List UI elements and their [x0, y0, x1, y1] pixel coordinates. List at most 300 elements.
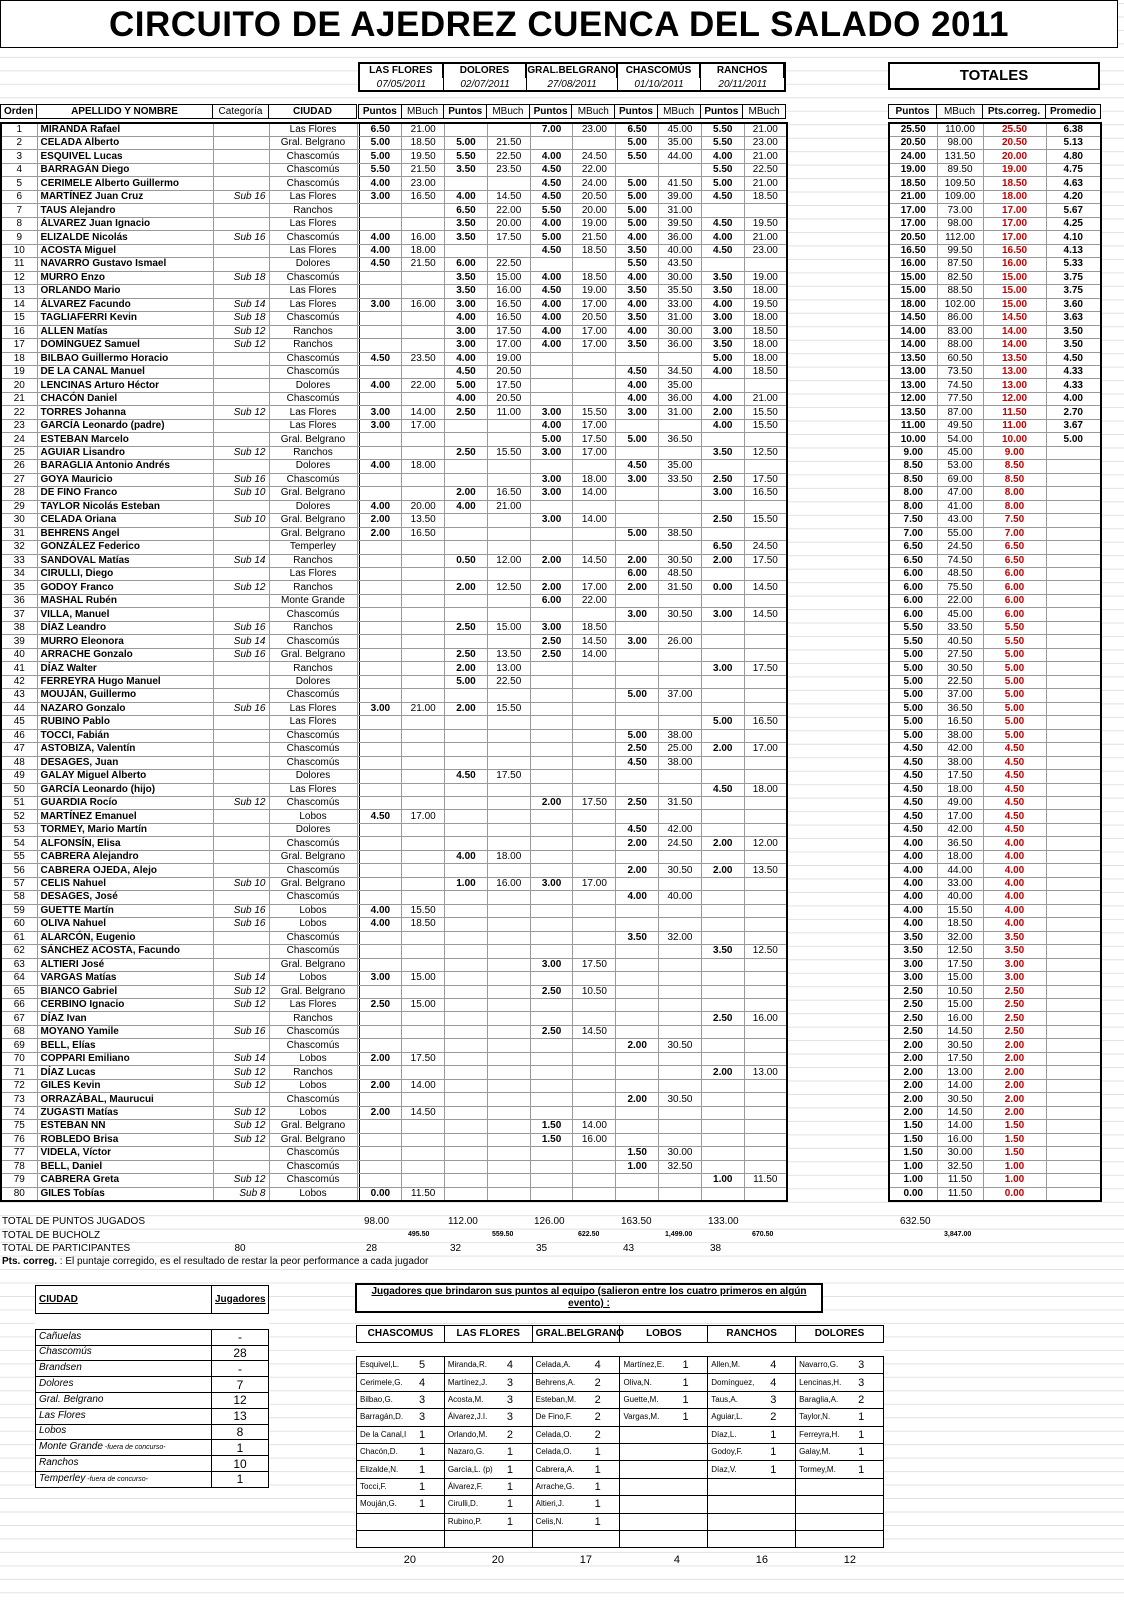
team-player-name	[796, 1496, 840, 1513]
team-player-name: Celis,N.	[532, 1513, 576, 1530]
event-mbuch: 26.00	[659, 635, 702, 648]
event-puntos: 3.50	[445, 231, 488, 244]
promedio	[1046, 904, 1101, 917]
event-mbuch	[487, 823, 530, 836]
team-player-count	[839, 1530, 883, 1547]
ciudad: Gral. Belgrano	[269, 433, 357, 446]
team-name: DOLORES	[796, 1326, 884, 1343]
ciudad: Chascomús	[269, 945, 357, 958]
event-puntos	[701, 500, 744, 513]
totals-row	[889, 123, 1101, 137]
team-player-name	[620, 1461, 664, 1478]
event-puntos: 2.00	[530, 554, 573, 567]
note-label: Pts. correg.	[2, 1256, 58, 1267]
event-puntos: 4.00	[359, 177, 402, 190]
event-mbuch	[659, 1066, 702, 1079]
event-mbuch: 22.00	[573, 163, 616, 176]
categoria	[213, 433, 269, 446]
categoria	[213, 891, 269, 904]
team-player-name	[620, 1513, 664, 1530]
teams-header-row	[357, 1326, 884, 1343]
table-row	[1, 648, 787, 661]
totals-row	[889, 743, 1101, 756]
totals-row	[889, 770, 1101, 783]
event-puntos: 3.50	[701, 945, 744, 958]
event-3	[618, 64, 702, 90]
event-puntos	[616, 1012, 659, 1025]
city-count: 7	[212, 1377, 269, 1393]
pts-corregidos: 4.00	[983, 918, 1046, 931]
event-mbuch	[573, 891, 616, 904]
event-mbuch: 33.00	[659, 298, 702, 311]
event-puntos	[530, 392, 573, 405]
header-promedio: Promedio	[1046, 105, 1101, 119]
table-row	[1, 1079, 787, 1092]
event-mbuch: 36.00	[659, 392, 702, 405]
categoria	[213, 460, 269, 473]
player-name: FERREYRA Hugo Manuel	[37, 675, 213, 688]
team-player-count: 1	[839, 1461, 883, 1478]
event-puntos: 2.50	[359, 999, 402, 1012]
total-mbuch: 109.50	[937, 177, 983, 190]
categoria: Sub 12	[213, 985, 269, 998]
categoria	[213, 945, 269, 958]
promedio	[1046, 527, 1101, 540]
total-puntos: 2.00	[889, 1066, 937, 1079]
ciudad: Dolores	[269, 823, 357, 836]
event-puntos	[616, 985, 659, 998]
event-puntos	[359, 446, 402, 459]
event-mbuch: 18.50	[573, 271, 616, 284]
event-puntos	[616, 945, 659, 958]
event-mbuch	[744, 527, 787, 540]
event-puntos	[530, 365, 573, 378]
event-mbuch: 19.00	[573, 217, 616, 230]
event-puntos	[445, 729, 488, 742]
event-mbuch	[573, 702, 616, 715]
header-mbuch: MBuch	[743, 105, 786, 119]
total-puntos: 4.50	[889, 783, 937, 796]
total-mbuch: 38.00	[937, 729, 983, 742]
pts-corregidos: 6.00	[983, 608, 1046, 621]
event-puntos	[701, 1120, 744, 1133]
event-mbuch: 30.50	[659, 554, 702, 567]
event-mbuch	[659, 1025, 702, 1038]
orden: 66	[1, 999, 37, 1012]
pts-corregidos: 25.50	[983, 123, 1046, 137]
header-puntos: Puntos	[359, 105, 402, 119]
team-player-count	[664, 1496, 708, 1513]
city-label: Brandsen	[39, 1362, 82, 1374]
player-name: DE LA CANAL Manuel	[37, 365, 213, 378]
table-row	[1, 177, 787, 190]
event-mbuch	[402, 1039, 445, 1052]
event-puntos: 5.50	[616, 258, 659, 271]
event-mbuch	[744, 823, 787, 836]
event-mbuch	[402, 770, 445, 783]
total-mbuch: 30.00	[937, 1147, 983, 1160]
promedio: 4.63	[1046, 177, 1101, 190]
pts-corregidos: 1.50	[983, 1147, 1046, 1160]
event-puntos: 5.00	[616, 217, 659, 230]
event-mbuch: 17.50	[573, 796, 616, 809]
team-total: 4	[673, 1554, 680, 1566]
ciudad: Ranchos	[269, 1066, 357, 1079]
event-mbuch	[487, 716, 530, 729]
team-player-name	[620, 1443, 664, 1460]
categoria	[213, 850, 269, 863]
event-puntos	[359, 554, 402, 567]
table-row	[1, 244, 787, 257]
team-player-name: Tocci,F.	[357, 1478, 401, 1495]
totals-title: TOTALES	[888, 62, 1100, 90]
pts-corregidos: 11.00	[983, 419, 1046, 432]
total-mbuch: 74.50	[937, 379, 983, 392]
event-mbuch	[487, 904, 530, 917]
player-name: ZUGASTI Matías	[37, 1106, 213, 1119]
event-puntos: 2.00	[445, 702, 488, 715]
total-participantes-label: TOTAL DE PARTICIPANTES	[2, 1243, 131, 1254]
orden: 77	[1, 1147, 37, 1160]
categoria: Sub 16	[213, 918, 269, 931]
event-mbuch: 15.50	[487, 702, 530, 715]
categoria: Sub 10	[213, 487, 269, 500]
orden: 42	[1, 675, 37, 688]
team-player-count	[664, 1530, 708, 1547]
event-mbuch: 24.50	[744, 541, 787, 554]
categoria	[213, 743, 269, 756]
ciudad: Ranchos	[269, 554, 357, 567]
total-puntos: 7.00	[889, 527, 937, 540]
total-puntos: 13.50	[889, 406, 937, 419]
total-puntos: 13.50	[889, 352, 937, 365]
ciudad: Las Flores	[269, 190, 357, 203]
event-mbuch: 17.50	[487, 325, 530, 338]
orden: 26	[1, 460, 37, 473]
ciudad: Gral. Belgrano	[269, 137, 357, 150]
event-mbuch: 16.00	[402, 231, 445, 244]
event-puntos: 4.50	[530, 163, 573, 176]
event-mbuch	[573, 770, 616, 783]
promedio: 3.75	[1046, 271, 1101, 284]
city-row	[36, 1471, 269, 1487]
city-name	[36, 1456, 212, 1472]
event-mbuch	[744, 379, 787, 392]
table-row	[1, 433, 787, 446]
event-puntos	[701, 985, 744, 998]
ciudad: Lobos	[269, 972, 357, 985]
event-puntos: 2.50	[445, 648, 488, 661]
player-name: BELL, Daniel	[37, 1160, 213, 1173]
orden: 25	[1, 446, 37, 459]
total-mbuch: 16.50	[937, 716, 983, 729]
total-puntos: 4.00	[889, 891, 937, 904]
event-mbuch	[744, 204, 787, 217]
player-name: SANDOVAL Matías	[37, 554, 213, 567]
table-row	[1, 460, 787, 473]
event-mbuch	[744, 568, 787, 581]
event-puntos	[359, 837, 402, 850]
cities-table	[35, 1285, 269, 1488]
player-name: CABRERA OJEDA, Alejo	[37, 864, 213, 877]
player-name: MIRANDA Rafael	[37, 123, 213, 137]
team-player-count	[400, 1513, 444, 1530]
total-puntos: 1.50	[889, 1133, 937, 1146]
player-name: BEHRENS Angel	[37, 527, 213, 540]
event-mbuch	[402, 365, 445, 378]
orden: 74	[1, 1106, 37, 1119]
event-mbuch: 24.50	[659, 837, 702, 850]
player-name: DESAGES, José	[37, 891, 213, 904]
event-mbuch	[402, 325, 445, 338]
totals-row	[889, 1066, 1101, 1079]
total-mbuch: 102.00	[937, 298, 983, 311]
event-mbuch: 17.00	[402, 419, 445, 432]
ciudad: Chascomús	[269, 392, 357, 405]
categoria: Sub 14	[213, 554, 269, 567]
event-puntos: 2.00	[616, 581, 659, 594]
ciudad: Chascomús	[269, 864, 357, 877]
categoria	[213, 150, 269, 163]
total-mbuch: 55.00	[937, 527, 983, 540]
promedio	[1046, 675, 1101, 688]
orden: 51	[1, 796, 37, 809]
event-puntos: 3.00	[530, 473, 573, 486]
event-puntos: 6.50	[445, 204, 488, 217]
event-puntos	[445, 1012, 488, 1025]
event-puntos: 4.00	[701, 231, 744, 244]
team-player-name: Navarro,G.	[796, 1357, 840, 1374]
team-player-name: De Fino,F.	[532, 1409, 576, 1426]
orden: 75	[1, 1120, 37, 1133]
categoria	[213, 716, 269, 729]
categoria: Sub 12	[213, 1174, 269, 1187]
event-puntos	[701, 1039, 744, 1052]
player-name: DOMÍNGUEZ Samuel	[37, 339, 213, 352]
event-puntos	[530, 1174, 573, 1187]
ciudad: Chascomús	[269, 729, 357, 742]
promedio	[1046, 1066, 1101, 1079]
ciudad: Las Flores	[269, 568, 357, 581]
totals-row	[889, 137, 1101, 150]
team-player-name: Martínez,E.	[620, 1357, 664, 1374]
player-name: VILLA, Manuel	[37, 608, 213, 621]
total-puntos: 4.50	[889, 810, 937, 823]
pts-corregidos: 15.00	[983, 271, 1046, 284]
table-row	[1, 702, 787, 715]
header-categoria: Categoría	[213, 105, 269, 119]
event-mbuch: 20.50	[487, 392, 530, 405]
event-puntos: 3.00	[530, 958, 573, 971]
promedio: 6.38	[1046, 123, 1101, 137]
event-puntos	[530, 689, 573, 702]
event-puntos: 3.50	[616, 312, 659, 325]
event-puntos	[359, 864, 402, 877]
standings-table	[0, 122, 788, 1202]
categoria: Sub 16	[213, 904, 269, 917]
totals-row	[889, 891, 1101, 904]
team-name: LAS FLORES	[444, 1326, 532, 1343]
team-player-row	[357, 1496, 884, 1513]
event-puntos: 5.00	[616, 177, 659, 190]
team-player-name: Oliva,N.	[620, 1374, 664, 1391]
event-puntos	[701, 675, 744, 688]
event-puntos: 3.00	[359, 190, 402, 203]
categoria: Sub 16	[213, 190, 269, 203]
event-mbuch	[402, 783, 445, 796]
table-row	[1, 1106, 787, 1119]
totals-row	[889, 285, 1101, 298]
event-puntos: 3.00	[359, 702, 402, 715]
event-puntos: 2.00	[359, 1106, 402, 1119]
orden: 13	[1, 285, 37, 298]
event-mbuch	[402, 796, 445, 809]
event-puntos	[359, 581, 402, 594]
table-row	[1, 796, 787, 809]
team-player-count	[752, 1513, 796, 1530]
team-player-name: Tormey,M.	[796, 1461, 840, 1478]
event-puntos	[701, 702, 744, 715]
team-player-row	[357, 1426, 884, 1443]
event-total-bucholz: 495.50	[408, 1231, 430, 1238]
team-player-count: 1	[839, 1443, 883, 1460]
total-puntos: 5.00	[889, 729, 937, 742]
event-puntos: 5.00	[616, 204, 659, 217]
table-row	[1, 608, 787, 621]
event-mbuch: 35.50	[659, 285, 702, 298]
event-4	[701, 64, 784, 90]
event-2	[527, 64, 617, 90]
total-mbuch: 87.50	[937, 258, 983, 271]
team-player-name: Guette,M.	[620, 1391, 664, 1408]
event-mbuch	[487, 433, 530, 446]
total-puntos: 5.00	[889, 689, 937, 702]
event-mbuch	[487, 123, 530, 137]
total-puntos: 14.50	[889, 312, 937, 325]
event-mbuch: 16.50	[744, 716, 787, 729]
total-mbuch: 47.00	[937, 487, 983, 500]
event-mbuch	[573, 743, 616, 756]
event-puntos	[445, 999, 488, 1012]
orden: 1	[1, 123, 37, 137]
player-name: DÍAZ Leandro	[37, 621, 213, 634]
event-puntos: 4.00	[530, 312, 573, 325]
event-puntos: 2.50	[445, 446, 488, 459]
event-puntos: 4.00	[530, 325, 573, 338]
player-name: GONZÁLEZ Federico	[37, 541, 213, 554]
team-player-count: 1	[400, 1496, 444, 1513]
team-player-row	[357, 1461, 884, 1478]
event-puntos: 4.50	[616, 823, 659, 836]
event-puntos: 2.50	[530, 985, 573, 998]
pts-corregidos: 10.00	[983, 433, 1046, 446]
event-mbuch	[659, 541, 702, 554]
event-mbuch: 15.00	[402, 999, 445, 1012]
ciudad: Las Flores	[269, 702, 357, 715]
event-name: CHASCOMÚS	[618, 64, 701, 78]
total-mbuch: 11.50	[937, 1187, 983, 1201]
player-name: GILES Tobías	[37, 1187, 213, 1201]
event-puntos	[616, 877, 659, 890]
event-mbuch	[573, 662, 616, 675]
team-player-count: 1	[576, 1443, 620, 1460]
total-puntos: 18.50	[889, 177, 937, 190]
table-row	[1, 487, 787, 500]
table-row	[1, 312, 787, 325]
event-mbuch: 17.50	[744, 554, 787, 567]
categoria: Sub 14	[213, 972, 269, 985]
totals-row	[889, 945, 1101, 958]
city-count: 13	[212, 1408, 269, 1424]
total-puntos: 16.50	[889, 244, 937, 257]
event-total-participantes: 35	[536, 1243, 548, 1254]
event-mbuch	[402, 743, 445, 756]
totals-row	[889, 1106, 1101, 1119]
total-puntos: 8.50	[889, 473, 937, 486]
event-puntos	[616, 1025, 659, 1038]
header-orden: Orden	[1, 105, 37, 119]
event-puntos	[359, 635, 402, 648]
promedio: 3.50	[1046, 325, 1101, 338]
event-mbuch: 12.50	[744, 945, 787, 958]
table-row	[1, 958, 787, 971]
ciudad: Lobos	[269, 918, 357, 931]
categoria: Sub 12	[213, 1133, 269, 1146]
total-puntos: 4.50	[889, 770, 937, 783]
event-puntos	[445, 796, 488, 809]
event-puntos	[359, 985, 402, 998]
pts-corregidos: 12.00	[983, 392, 1046, 405]
orden: 14	[1, 298, 37, 311]
totals-row	[889, 1025, 1101, 1038]
event-date: 02/07/2011	[460, 79, 510, 90]
event-puntos	[445, 594, 488, 607]
player-name: ALFONSÍN, Elisa	[37, 837, 213, 850]
promedio: 4.50	[1046, 352, 1101, 365]
event-mbuch: 12.50	[744, 446, 787, 459]
grand-total-puntos: 632.50	[900, 1216, 931, 1227]
player-name: GARCÍA Leonardo (hijo)	[37, 783, 213, 796]
total-puntos: 4.00	[889, 864, 937, 877]
total-puntos: 2.50	[889, 985, 937, 998]
table-row	[1, 541, 787, 554]
event-puntos	[530, 662, 573, 675]
event-mbuch: 20.50	[487, 365, 530, 378]
total-mbuch: 17.50	[937, 958, 983, 971]
ciudad: Las Flores	[269, 285, 357, 298]
categoria	[213, 352, 269, 365]
event-puntos	[530, 500, 573, 513]
event-mbuch	[487, 999, 530, 1012]
event-mbuch: 40.00	[659, 244, 702, 257]
team-player-count: 1	[400, 1443, 444, 1460]
total-mbuch: 53.00	[937, 460, 983, 473]
event-puntos: 3.00	[359, 972, 402, 985]
event-puntos: 2.00	[359, 1052, 402, 1065]
promedio: 5.13	[1046, 137, 1101, 150]
event-puntos: 6.50	[359, 123, 402, 137]
player-name: TAUS Alejandro	[37, 204, 213, 217]
total-puntos: 4.50	[889, 796, 937, 809]
team-player-count: 4	[488, 1357, 532, 1374]
event-puntos	[701, 931, 744, 944]
event-puntos: 3.50	[701, 285, 744, 298]
team-player-count: 1	[839, 1426, 883, 1443]
event-puntos: 3.00	[701, 662, 744, 675]
team-player-count	[752, 1478, 796, 1495]
categoria	[213, 1093, 269, 1106]
totals-row	[889, 150, 1101, 163]
